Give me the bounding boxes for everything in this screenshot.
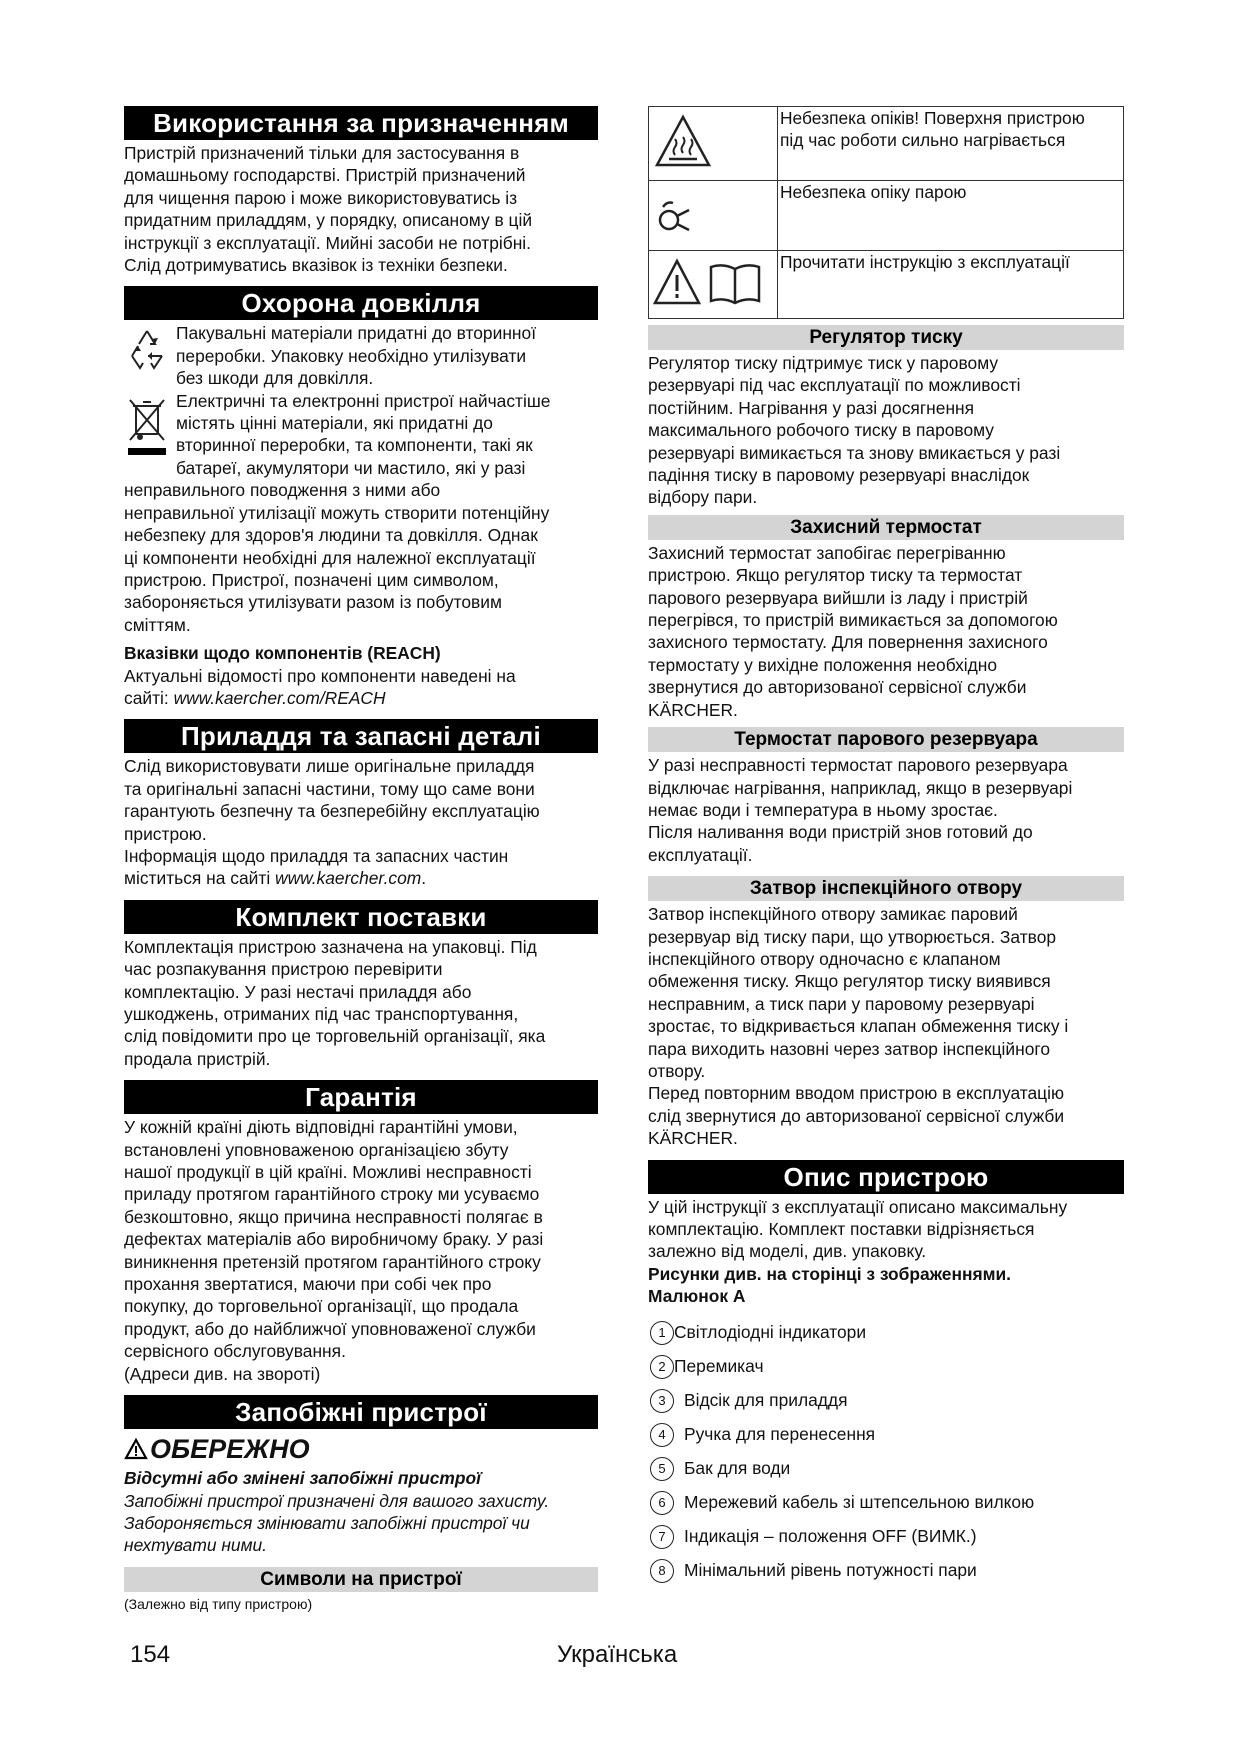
text-line: KÄRCHER.	[648, 1128, 738, 1149]
symbols-note: (Залежно від типу пристрою)	[124, 1595, 313, 1612]
text-line: обмеження тиску. Якщо регулятор тиску виявився	[648, 971, 1051, 992]
text-line: покупку, до торговельної організації, що продала	[124, 1296, 519, 1317]
item-number-badge: 8	[650, 1559, 674, 1583]
item-label: Відсік для приладдя	[684, 1390, 848, 1411]
text-line: Забороняється змінювати запобіжні пристрої чи	[124, 1512, 530, 1533]
symbol-text	[778, 107, 1124, 181]
text-line: Пристрій призначений тільки для застосування в	[124, 143, 520, 163]
pressure-regulator-body	[648, 352, 1124, 509]
crossed-bin-icon	[124, 390, 176, 480]
text-line: неправильної утилізації можуть створити потенційну	[124, 502, 550, 523]
symbol-row	[649, 251, 1124, 319]
text-line: Інформація щодо приладдя та запасних частин	[124, 845, 509, 866]
item-label: Ручка для перенесення	[684, 1424, 876, 1445]
item-label: Мінімальний рівень потужності пари	[684, 1560, 977, 1581]
caution-text: ОБЕРЕЖНО	[150, 1434, 310, 1465]
warning-title: Відсутні або змінені запобіжні пристрої	[124, 1468, 481, 1489]
accessories-link-line	[124, 867, 598, 889]
text-line: звернутися до авторизованої сервісної служби	[648, 677, 1027, 698]
text-line: перегрівся, то пристрій вимикається за допомогою	[648, 610, 1058, 631]
legend-item	[648, 1350, 1124, 1384]
text-line: сміттям.	[124, 614, 191, 635]
heading-device-description: Опис пристрою	[648, 1160, 1124, 1194]
inspection-cap-body	[648, 903, 1124, 1149]
text-line: Електричні та електронні пристрої найчастіше	[176, 390, 551, 411]
warranty-body	[124, 1116, 598, 1385]
reach-link[interactable]: www.kaercher.com/REACH	[173, 687, 386, 708]
item-number-badge: 6	[650, 1491, 674, 1515]
text-line: комплектацію. У разі нестачі приладдя або	[124, 981, 472, 1002]
text-line: відбору пари.	[648, 487, 758, 508]
text-line: Пакувальні матеріали придатні до вторинної	[176, 323, 537, 344]
kaercher-link[interactable]: www.kaercher.com	[275, 868, 422, 889]
item-number-badge: 3	[650, 1389, 674, 1413]
warning-triangle-icon	[124, 1438, 148, 1460]
item-label: Мережевий кабель зі штепсельною вилкою	[684, 1492, 1035, 1513]
heading-accessories: Приладдя та запасні деталі	[124, 719, 598, 753]
reach-title: Вказівки щодо компонентів (REACH)	[124, 643, 441, 664]
text-line: Прочитати інструкцію з експлуатації	[780, 252, 1070, 272]
device-description-body	[648, 1196, 1124, 1308]
text-line: безкоштовно, якщо причина несправності полягає в	[124, 1206, 543, 1227]
figure-label: Малюнок A	[648, 1286, 746, 1307]
text-line: Регулятор тиску підтримує тиск у паровому	[648, 353, 999, 373]
reach-text: Актуальні відомості про компоненти наведені на	[124, 665, 516, 686]
read-manual-icon	[649, 251, 778, 319]
text-line: падіння тиску в паровому резервуарі внаслідок	[648, 465, 1030, 486]
heading-safety-devices: Запобіжні пристрої	[124, 1395, 598, 1429]
text-line: постійним. Нагрівання у разі досягнення	[648, 397, 975, 418]
text-line: нехтувати ними.	[124, 1535, 267, 1556]
text-line: немає води і температура в ньому зростає.	[648, 799, 998, 820]
steam-burn-icon	[649, 181, 778, 251]
heading-safety-thermostat: Захисний термостат	[648, 515, 1124, 540]
text-line: Комплектація пристрою зазначена на упаковці. Під	[124, 936, 537, 957]
text-line: KÄRCHER.	[648, 699, 738, 720]
text-line: Небезпека опіку парою	[780, 182, 967, 202]
item-label: Світлодіодні індикатори	[674, 1322, 867, 1343]
component-legend	[648, 1316, 1124, 1588]
text-line: У разі несправності термостат парового резервуара	[648, 755, 1068, 776]
symbol-row	[649, 181, 1124, 251]
text-line: гарантують безпечну та безперебійну експлуатацію	[124, 801, 540, 822]
item-number-badge: 2	[650, 1355, 674, 1379]
text-line: Запобіжні пристрої призначені для вашого захисту.	[124, 1490, 550, 1511]
text-line: придатним приладдям, у порядку, описаному в цій	[124, 210, 533, 231]
recycle-row	[124, 322, 598, 389]
item-number-badge: 5	[650, 1457, 674, 1481]
text-line: Затвор інспекційного отвору замикає паровий	[648, 904, 1018, 925]
recycle-icon	[124, 322, 176, 389]
text-line: ці компоненти необхідні для належної експлуатації	[124, 547, 536, 568]
delivery-body	[124, 936, 598, 1070]
heading-inspection-cap: Затвор інспекційного отвору	[648, 876, 1124, 901]
text-line: прохання звертатися, маючи при собі чек про	[124, 1274, 492, 1295]
text-line: виникнення претензій протягом гарантійного строку	[124, 1251, 541, 1272]
text-line: небезпеку для здоров'я людини та довкілля. Однак	[124, 525, 538, 546]
intended-use-body	[124, 142, 598, 276]
reach-link-line	[124, 687, 598, 709]
text-line: залежно від моделі, див. упаковку.	[648, 1241, 927, 1262]
text-line: переробки. Упаковку необхідно утилізувати	[176, 345, 527, 366]
text-line: термостату у вихідне положення необхідно	[648, 654, 998, 675]
text-line: для чищення парою і може використовуватись із	[124, 187, 518, 208]
text-line: Захисний термостат запобігає перегріванню	[648, 542, 1006, 563]
text-line: пристрою. Пристрої, позначені цим символом,	[124, 569, 499, 590]
text-line: резервуар від тиску пари, що утворюється. Затвор	[648, 926, 1057, 947]
link-prefix: міститься на сайті	[124, 868, 276, 889]
text-line: під час роботи сильно нагрівається	[780, 130, 1066, 151]
text-line: парового резервуара вийшли із ладу і пристрій	[648, 587, 1028, 608]
text-line: нашої продукції в цій країні. Можливі несправності	[124, 1162, 532, 1183]
legend-item	[648, 1316, 1124, 1350]
legend-item	[648, 1452, 1124, 1486]
hot-surface-warning-icon	[649, 107, 778, 181]
text-line: слід звернутися до авторизованої сервісної служби	[648, 1105, 1065, 1126]
text-line: вторинної переробки, та компоненти, такі як	[176, 435, 533, 456]
text-line: експлуатації.	[648, 844, 753, 865]
right-column	[648, 106, 1124, 1588]
caution-label	[124, 1431, 598, 1467]
text-line: містять цінні матеріали, які придатні до	[176, 413, 493, 434]
legend-item	[648, 1520, 1124, 1554]
heading-warranty: Гарантія	[124, 1080, 598, 1114]
text-line: дефектах матеріалів або виробничому браку. У разі	[124, 1229, 544, 1250]
text-line: встановлені уповноваженою організацією збуту	[124, 1139, 509, 1160]
text-line: інструкції з експлуатації. Мийні засоби не потрібні.	[124, 232, 531, 253]
figure-reference: Рисунки див. на сторінці з зображеннями.	[648, 1263, 1012, 1284]
legend-item	[648, 1418, 1124, 1452]
text-line: неправильного поводження з ними або	[124, 480, 441, 501]
text-line: У кожній країні діють відповідні гарантійні умови,	[124, 1117, 518, 1138]
text-line: та оригінальні запасні частини, тому що саме вони	[124, 778, 535, 799]
heading-environment: Охорона довкілля	[124, 286, 598, 320]
text-line: Небезпека опіків! Поверхня пристрою	[780, 108, 1085, 128]
text-line: продукт, або до найближчої уповноваженої служби	[124, 1318, 536, 1339]
text-line: отвору.	[648, 1060, 706, 1081]
text-line: пристрою. Якщо регулятор тиску та термостат	[648, 565, 1023, 586]
item-number-badge: 1	[650, 1321, 674, 1345]
symbol-text	[778, 251, 1124, 319]
item-label: Бак для води	[684, 1458, 791, 1479]
text-line: комплектацію. Комплект поставки відрізняється	[648, 1219, 1035, 1239]
text-line: пара виходить назовні через затвор інспекційного	[648, 1038, 1051, 1059]
heading-symbols: Символи на пристрої	[124, 1567, 598, 1592]
symbols-table	[648, 106, 1124, 319]
item-number-badge: 4	[650, 1423, 674, 1447]
text-line: батареї, акумулятори чи мастило, які у разі	[176, 457, 526, 478]
text-line: забороняється утилізувати разом із побутовим	[124, 592, 502, 613]
text-line: слід повідомити про це торговельній організації, яка	[124, 1026, 546, 1047]
text-line: інспекційного отвору одночасно є клапаном	[648, 948, 1001, 969]
text-line: без шкоди для довкілля.	[176, 368, 374, 389]
symbol-text	[778, 181, 1124, 251]
legend-item	[648, 1554, 1124, 1588]
text-line: Перед повторним вводом пристрою в експлуатацію	[648, 1083, 1065, 1104]
left-column	[124, 106, 598, 1614]
heading-scope-of-delivery: Комплект поставки	[124, 900, 598, 934]
text-line: ушкоджень, отриманих під час транспортування,	[124, 1004, 519, 1024]
text-line: захисного термостату. Для повернення захисного	[648, 632, 1048, 653]
text-line: приладу протягом гарантійного строку ми усуваємо	[124, 1184, 540, 1205]
weee-row	[124, 390, 598, 480]
heading-pressure-regulator: Регулятор тиску	[648, 325, 1124, 350]
text-line: зростає, то відкривається клапан обмеження тиску і	[648, 1016, 1069, 1037]
text-line: резервуарі вимикається та знову вмикається у разі	[648, 442, 1061, 463]
legend-item	[648, 1384, 1124, 1418]
text-line: Після наливання води пристрій знов готовий до	[648, 822, 1033, 843]
heading-intended-use: Використання за призначенням	[124, 106, 598, 140]
text-line: (Адреси див. на звороті)	[124, 1363, 321, 1384]
item-number-badge: 7	[650, 1525, 674, 1549]
text-line: Слід використовувати лише оригінальне приладдя	[124, 756, 535, 777]
safety-thermostat-body	[648, 542, 1124, 721]
link-suffix: .	[421, 868, 427, 889]
text-line: У цій інструкції з експлуатації описано максимальну	[648, 1196, 1068, 1217]
text-line: резервуарі під час експлуатації по можливості	[648, 375, 1021, 396]
item-label: Індикація – положення OFF (ВИМК.)	[684, 1526, 977, 1547]
heading-boiler-thermostat: Термостат парового резервуара	[648, 727, 1124, 752]
text-line: час розпакування пристрою перевірити	[124, 959, 443, 980]
legend-item	[648, 1486, 1124, 1520]
text-line: Слід дотримуватись вказівок із техніки безпеки.	[124, 255, 508, 276]
text-line: відключає нагрівання, наприклад, якщо в резервуарі	[648, 777, 1073, 798]
page-number: 154	[130, 1641, 171, 1668]
footer-language: Українська	[557, 1641, 678, 1668]
item-label: Перемикач	[674, 1356, 764, 1377]
text-line: максимального робочого тиску в паровому	[648, 420, 994, 441]
accessories-body	[124, 755, 598, 889]
text-line: несправним, а тиск пари у паровому резервуарі	[648, 993, 1035, 1014]
text-line: пристрою.	[124, 823, 207, 844]
weee-continued	[124, 479, 598, 636]
text-line: сервісного обслуговування.	[124, 1341, 346, 1362]
text-line: продала пристрій.	[124, 1048, 271, 1069]
symbol-row	[649, 107, 1124, 181]
reach-prefix: сайті:	[124, 687, 174, 708]
text-line: домашньому господарстві. Пристрій призначений	[124, 165, 526, 186]
boiler-thermostat-body	[648, 754, 1124, 866]
